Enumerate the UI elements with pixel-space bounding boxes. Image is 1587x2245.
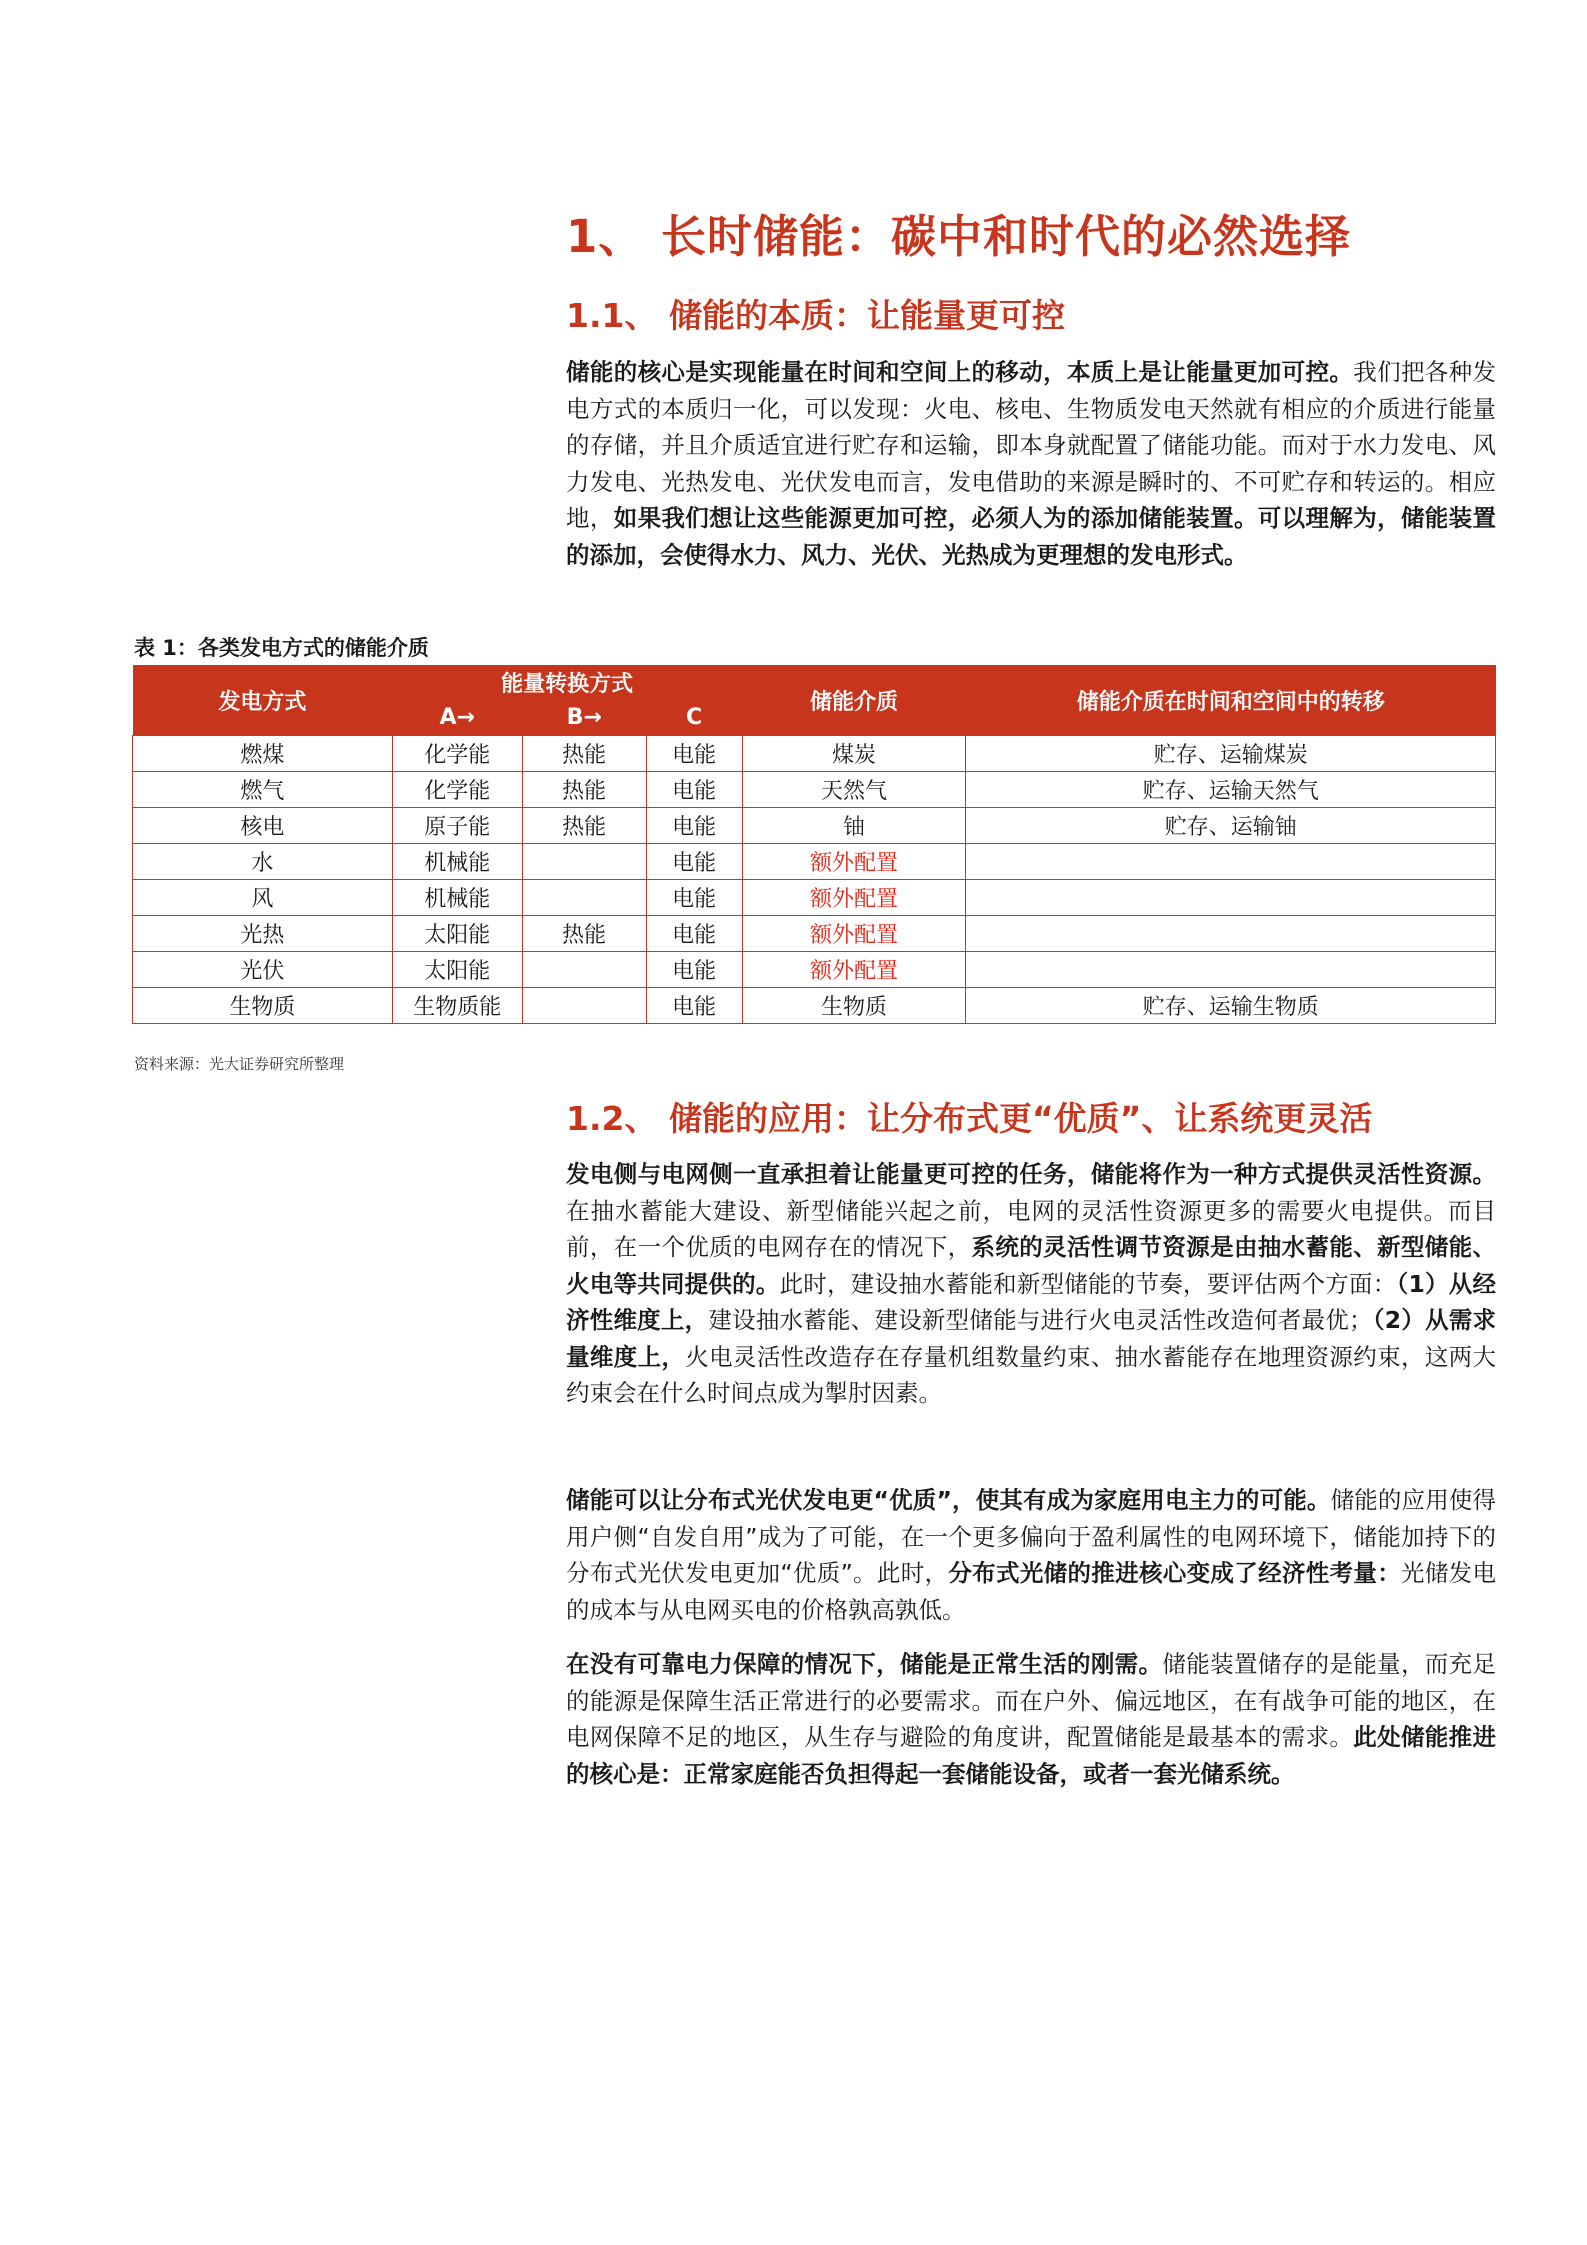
cell-mode: 燃气 [133, 772, 393, 808]
table-source: 资料来源：光大证券研究所整理 [134, 1055, 345, 1073]
header-c: C [646, 700, 742, 736]
cell-a: 生物质能 [392, 988, 522, 1024]
cell-medium: 天然气 [742, 772, 966, 808]
cell-a: 机械能 [392, 844, 522, 880]
para-span: 此时，建设抽水蓄能和新型储能的节奏，要评估两个方面： [779, 1269, 1397, 1298]
cell-medium: 煤炭 [742, 736, 966, 772]
cell-transfer [966, 880, 1496, 916]
section-1-2-paragraph-2 [566, 1482, 1496, 1628]
para-bold-span: （2）从需求量维度上， [566, 1306, 1497, 1371]
table-row [133, 772, 1496, 808]
table-row [133, 988, 1496, 1024]
para-span: 建设抽水蓄能、建设新型储能与进行火电灵活性改造何者最优； [708, 1306, 1373, 1334]
cell-mode: 风 [133, 880, 393, 916]
header-b: B→ [522, 700, 646, 736]
para-span: 在抽水蓄能大建设、新型储能兴起之前，电网的灵活性资源更多的需要火电提供。而目前，在一个优质的电网存在的情况下， [566, 1196, 1496, 1261]
cell-transfer: 贮存、运输铀 [966, 808, 1496, 844]
cell-mode: 光伏 [133, 952, 393, 988]
cell-c: 电能 [646, 916, 742, 952]
para-bold-span: 如果我们想让这些能源更加可控，必须人为的添加储能装置。可以理解为，储能装置的添加，会使得水力、风力、光伏、光热成为更理想的发电形式。 [566, 504, 1497, 569]
cell-medium: 铀 [742, 808, 966, 844]
para-bold-span: 分布式光储的推进核心变成了经济性考量： [948, 1559, 1402, 1587]
cell-mode: 生物质 [133, 988, 393, 1024]
cell-c: 电能 [646, 736, 742, 772]
cell-a: 太阳能 [392, 952, 522, 988]
cell-c: 电能 [646, 808, 742, 844]
cell-medium: 额外配置 [742, 844, 966, 880]
para-bold-span: （1）从经济性维度上， [566, 1269, 1497, 1334]
cell-c: 电能 [646, 988, 742, 1024]
para-bold-span: 在没有可靠电力保障的情况下，储能是正常生活的刚需。 [566, 1650, 1163, 1678]
section-1-1-title: 1.1、 储能的本质：让能量更可控 [566, 296, 1065, 335]
cell-medium: 生物质 [742, 988, 966, 1024]
cell-b [522, 988, 646, 1024]
cell-b [522, 844, 646, 880]
chapter-heading: 1、 长时储能：碳中和时代的必然选择 [566, 210, 1351, 263]
para-span: 火电灵活性改造存在存量机组数量约束、抽水蓄能存在地理资源约束，这两大约束会在什么时间点成为掣肘因素。 [566, 1342, 1497, 1407]
cell-b: 热能 [522, 808, 646, 844]
cell-mode: 核电 [133, 808, 393, 844]
cell-b [522, 880, 646, 916]
cell-c: 电能 [646, 772, 742, 808]
para-bold-span: 储能的核心是实现能量在时间和空间上的移动，本质上是让能量更加可控。 [566, 358, 1354, 386]
section-1-2-paragraph-1 [566, 1156, 1496, 1412]
section-1-2-title: 1.2、 储能的应用：让分布式更“优质”、让系统更灵活 [566, 1099, 1373, 1138]
header-a: A→ [392, 700, 522, 736]
cell-a: 化学能 [392, 772, 522, 808]
para-bold-span: 发电侧与电网侧一直承担着让能量更可控的任务，储能将作为一种方式提供灵活性资源。 [566, 1160, 1496, 1188]
header-transfer: 储能介质在时间和空间中的转移 [966, 665, 1496, 736]
cell-mode: 水 [133, 844, 393, 880]
table-row [133, 736, 1496, 772]
cell-transfer [966, 952, 1496, 988]
cell-a: 原子能 [392, 808, 522, 844]
cell-transfer: 贮存、运输天然气 [966, 772, 1496, 808]
cell-a: 太阳能 [392, 916, 522, 952]
table-row [133, 916, 1496, 952]
cell-a: 机械能 [392, 880, 522, 916]
table-row [133, 880, 1496, 916]
para-bold-span: 此处储能推进的核心是：正常家庭能否负担得起一套储能设备，或者一套光储系统。 [566, 1723, 1497, 1788]
table-caption: 表 1：各类发电方式的储能介质 [134, 636, 429, 660]
cell-transfer [966, 844, 1496, 880]
cell-mode: 光热 [133, 916, 393, 952]
para-bold-span: 系统的灵活性调节资源是由抽水蓄能、新型储能、火电等共同提供的。 [566, 1233, 1497, 1298]
cell-mode: 燃煤 [133, 736, 393, 772]
cell-b: 热能 [522, 772, 646, 808]
header-conversion: 能量转换方式 [392, 665, 742, 700]
table-row [133, 844, 1496, 880]
cell-transfer: 贮存、运输生物质 [966, 988, 1496, 1024]
storage-medium-table [132, 665, 1496, 1024]
cell-transfer: 贮存、运输煤炭 [966, 736, 1496, 772]
cell-a: 化学能 [392, 736, 522, 772]
header-mode: 发电方式 [133, 665, 393, 736]
cell-b: 热能 [522, 916, 646, 952]
cell-medium: 额外配置 [742, 880, 966, 916]
table-row [133, 808, 1496, 844]
table-row [133, 952, 1496, 988]
para-span: 储能装置储存的是能量，而充足的能源是保障生活正常进行的必要需求。而在户外、偏远地区，在有战争可能的地区，在电网保障不足的地区，从生存与避险的角度讲，配置储能是最基本的需求。 [566, 1650, 1497, 1751]
cell-medium: 额外配置 [742, 916, 966, 952]
cell-c: 电能 [646, 952, 742, 988]
section-1-1-paragraph [566, 354, 1496, 573]
para-span: 我们把各种发电方式的本质归一化，可以发现：火电、核电、生物质发电天然就有相应的介质进行能量的存储，并且介质适宜进行贮存和运输，即本身就配置了储能功能。而对于水力发电、风力发电、光热发电、光伏发电而言，发电借助的来源是瞬时的、不可贮存和转运的。相应地， [566, 358, 1497, 532]
para-bold-span: 储能可以让分布式光伏发电更“优质”，使其有成为家庭用电主力的可能。 [566, 1486, 1331, 1514]
cell-c: 电能 [646, 844, 742, 880]
para-span: 储能的应用使得用户侧“自发自用”成为了可能，在一个更多偏向于盈利属性的电网环境下，储能加持下的分布式光伏发电更加“优质”。此时， [566, 1486, 1497, 1587]
header-medium: 储能介质 [742, 665, 966, 736]
cell-transfer [966, 916, 1496, 952]
section-1-2-paragraph-3 [566, 1646, 1496, 1792]
cell-c: 电能 [646, 880, 742, 916]
cell-b [522, 952, 646, 988]
cell-medium: 额外配置 [742, 952, 966, 988]
cell-b: 热能 [522, 736, 646, 772]
para-span: 光储发电的成本与从电网买电的价格孰高孰低。 [566, 1559, 1497, 1624]
